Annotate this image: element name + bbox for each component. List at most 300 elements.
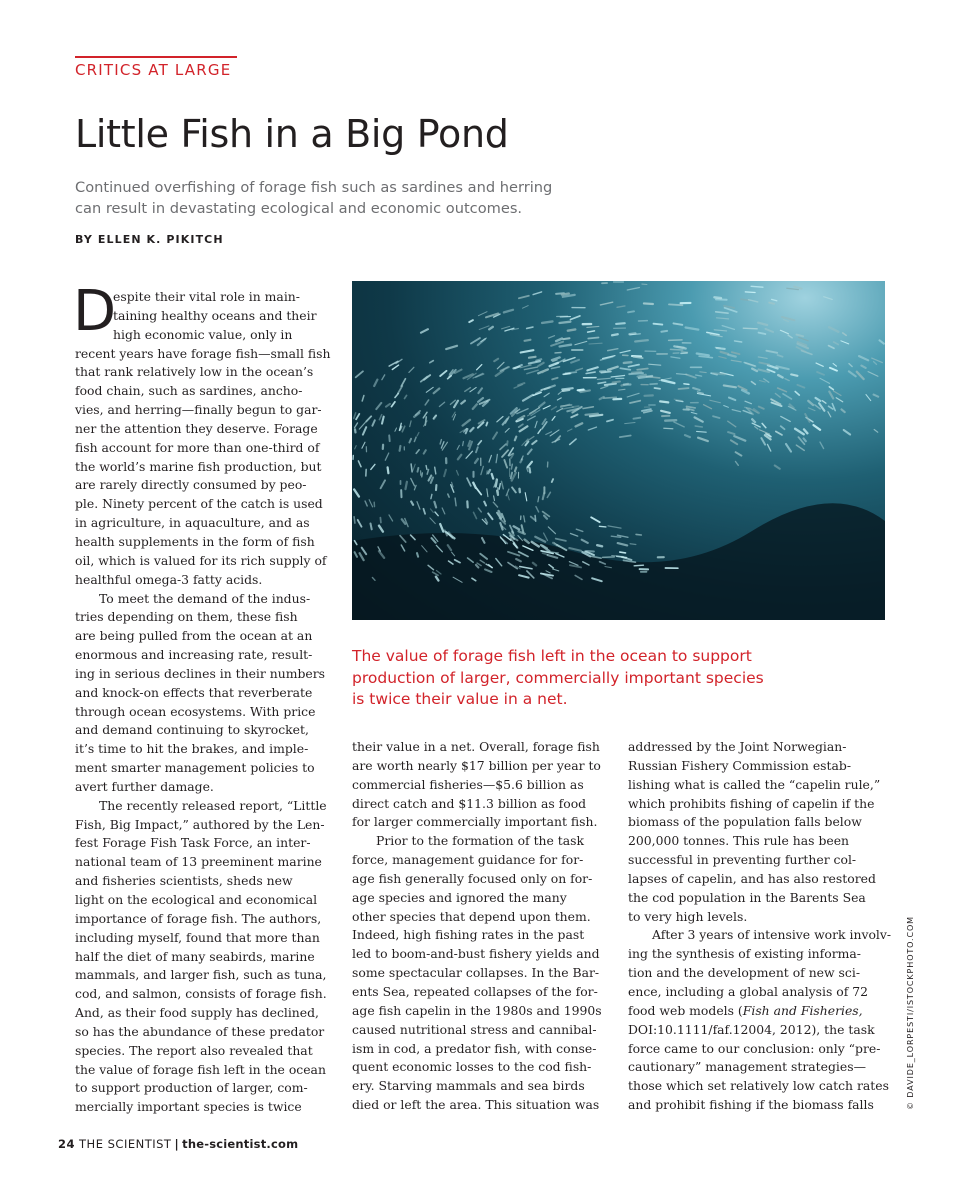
fish-streak [735, 341, 742, 342]
fish-streak [389, 435, 390, 441]
fish-streak [402, 426, 404, 431]
fish-streak [598, 382, 606, 383]
text-line: ence, including a global analysis of 72 [628, 983, 869, 999]
fish-streak [719, 357, 726, 359]
fish-streak [487, 489, 488, 497]
fish-streak [389, 515, 393, 521]
fish-streak [588, 427, 596, 430]
fish-streak [563, 338, 569, 339]
fish-streak [400, 446, 401, 451]
fish-streak [430, 361, 434, 363]
fish-streak [783, 394, 791, 399]
fish-streak [664, 428, 673, 429]
photo-credit: © DAVIDE_LORPESTI/ISTOCKPHOTO.COM [906, 916, 915, 1110]
fish-streak [628, 311, 634, 312]
text-line: Russian Fishery Commission estab- [628, 757, 852, 773]
fish-streak [778, 355, 783, 357]
fish-streak [695, 417, 703, 421]
fish-streak [355, 429, 356, 432]
fish-streak [597, 545, 602, 546]
fish-streak [511, 473, 512, 479]
fish-streak [724, 385, 736, 387]
text-line: and prohibit fishing if the biomass falls [628, 1097, 874, 1113]
fish-streak [446, 346, 457, 349]
fish-streak [444, 470, 446, 477]
text-line: species. The report also revealed that [75, 1042, 313, 1058]
fish-streak [576, 368, 582, 370]
deck-line: can result in devastating ecological and economic outcomes. [75, 200, 523, 217]
fish-streak [431, 478, 433, 483]
fish-streak [379, 415, 381, 420]
fish-streak [717, 348, 725, 349]
fish-streak [528, 462, 533, 468]
fish-streak [538, 430, 541, 434]
fish-streak [752, 369, 757, 372]
fish-streak [732, 410, 740, 412]
fish-streak [529, 361, 540, 363]
fish-streak [820, 378, 830, 383]
fish-streak [371, 524, 372, 530]
fish-streak [507, 441, 508, 445]
fish-streak [477, 488, 482, 494]
text-line: which prohibits fishing of capelin if the [628, 795, 875, 811]
fish-streak [587, 367, 597, 370]
fish-streak [587, 326, 599, 327]
text-line: biomass of the population falls below [628, 814, 862, 830]
fish-streak [427, 470, 428, 475]
fish-streak [461, 401, 465, 404]
fish-streak [728, 421, 736, 427]
fish-streak [571, 415, 577, 418]
fish-streak [414, 413, 419, 417]
fish-streak [539, 403, 544, 407]
byline: BY ELLEN K. PIKITCH [75, 233, 224, 246]
fish-streak [355, 446, 357, 449]
fish-streak [417, 433, 419, 436]
fish-streak [523, 306, 529, 309]
fish-streak [601, 372, 611, 373]
text-line: and fisheries scientists, sheds new [75, 873, 293, 889]
fish-streak [426, 387, 433, 392]
fish-streak [575, 341, 587, 344]
fish-streak [732, 352, 740, 354]
fish-streak [786, 444, 791, 452]
fish-streak [410, 421, 411, 427]
fish-streak [354, 490, 359, 497]
fish-streak [431, 494, 432, 498]
fish-streak [684, 384, 689, 385]
fish-streak [560, 322, 571, 323]
fish-streak [697, 394, 710, 396]
pull-quote-line: The value of forage fish left in the ocean to support [352, 647, 752, 665]
fish-streak [546, 432, 552, 435]
fish-streak [434, 502, 436, 508]
fish-streak [787, 288, 799, 289]
text-line: And, as their food supply has declined, [75, 1005, 319, 1021]
fish-streak [761, 438, 765, 445]
fish-streak [699, 356, 712, 358]
fish-streak [545, 386, 555, 390]
fish-streak [576, 423, 583, 426]
fish-streak [785, 379, 789, 381]
fish-streak [627, 393, 639, 397]
fish-streak [570, 439, 576, 445]
fish-streak [489, 327, 493, 329]
fish-streak [686, 328, 699, 330]
fish-streak [824, 297, 833, 300]
fish-streak [504, 460, 507, 468]
fish-streak [605, 384, 616, 385]
fish-streak [356, 414, 359, 419]
fish-streak [829, 327, 838, 332]
fish-streak [386, 404, 390, 407]
fish-streak [874, 395, 879, 397]
fish-streak [679, 388, 689, 389]
fish-streak [371, 464, 375, 469]
fish-streak [463, 420, 470, 426]
text-line: ents Sea, repeated collapses of the for- [352, 983, 598, 999]
fish-streak [880, 340, 884, 343]
fish-streak [478, 441, 481, 445]
fish-streak [578, 390, 584, 391]
fish-streak [358, 461, 361, 467]
fish-streak [698, 438, 708, 441]
text-line: other species that depend upon them. [352, 908, 591, 924]
fish-streak [473, 483, 476, 488]
fish-streak [493, 433, 497, 439]
fish-streak [636, 534, 641, 535]
text-line: and demand continuing to skyrocket, [75, 722, 309, 738]
fish-streak [571, 360, 579, 363]
fish-streak [411, 464, 412, 472]
text-line: The recently released report, “Little [99, 797, 327, 813]
text-line: high economic value, only in [113, 326, 293, 342]
fish-streak [524, 367, 537, 370]
deck-line: Continued overfishing of forage fish such as sardines and herring [75, 179, 553, 196]
fish-streak [671, 349, 683, 350]
fish-streak [518, 383, 524, 385]
text-line: commercial fisheries—$5.6 billion as [352, 776, 584, 792]
text-line: lishing what is called the “capelin rule,” [628, 776, 881, 792]
fish-streak [515, 468, 516, 472]
fish-streak [597, 378, 610, 379]
fish-streak [775, 394, 780, 398]
fish-streak [392, 365, 398, 369]
text-line: To meet the demand of the indus- [99, 590, 311, 606]
text-line: avert further damage. [75, 778, 214, 794]
fish-streak [603, 557, 615, 558]
fish-streak [530, 468, 531, 472]
fish-streak [804, 439, 806, 442]
fish-streak [421, 329, 428, 333]
fish-streak [830, 368, 837, 371]
text-line: recent years have forage fish—small fish [75, 345, 331, 361]
fish-streak [844, 430, 850, 435]
fish-streak [755, 427, 758, 430]
fish-streak [695, 426, 702, 427]
fish-streak [704, 405, 712, 409]
fish-streak [536, 507, 539, 512]
fish-streak [716, 312, 728, 313]
fish-streak [568, 429, 573, 431]
text-line: the cod population in the Barents Sea [628, 889, 866, 905]
text-line: cautionary” management strategies— [628, 1059, 866, 1075]
fish-streak [686, 374, 696, 377]
fish-streak [547, 492, 550, 497]
fish-streak [759, 407, 764, 409]
fish-streak [736, 452, 742, 455]
fish-streak [714, 297, 721, 298]
fish-streak [724, 406, 729, 408]
fish-streak [749, 300, 758, 302]
fish-streak [816, 363, 823, 366]
pull-quote-line: production of larger, commercially important species [352, 668, 764, 687]
fish-streak [374, 380, 377, 386]
text-line: some spectacular collapses. In the Bar- [352, 965, 600, 981]
fish-streak [478, 388, 482, 393]
website-url[interactable]: the-scientist.com [182, 1137, 299, 1151]
fish-streak [841, 341, 849, 344]
text-line: to very high levels. [628, 908, 748, 924]
fish-streak [527, 468, 528, 471]
fish-streak [571, 316, 580, 320]
text-line: the value of forage fish left in the ocean [75, 1061, 326, 1077]
fish-streak [816, 398, 821, 401]
fish-streak [791, 374, 797, 375]
fish-streak [717, 318, 729, 319]
text-line: Prior to the formation of the task [376, 833, 585, 849]
fish-streak [366, 416, 371, 421]
fish-streak [504, 310, 513, 313]
fish-streak [804, 429, 807, 433]
fish-streak [475, 459, 478, 463]
text-line: and knock-on effects that reverberate [75, 684, 313, 700]
text-line: through ocean ecosystems. With price [75, 703, 316, 719]
fish-streak [502, 481, 504, 488]
text-line: age fish generally focused only on for- [352, 870, 593, 886]
fish-streak [355, 423, 358, 428]
fish-streak [571, 534, 578, 537]
fish-streak [588, 338, 598, 339]
text-line: force came to our conclusion: only “pre- [628, 1040, 881, 1056]
text-line: mercially important species is twice [75, 1099, 302, 1115]
fish-streak [722, 326, 734, 330]
fish-streak [607, 420, 613, 422]
fish-streak [514, 526, 520, 529]
text-line: vies, and herring—finally begun to gar- [75, 402, 322, 418]
fish-streak [388, 467, 389, 473]
text-line: including myself, found that more than [75, 929, 320, 945]
fish-streak [587, 551, 594, 552]
fish-streak [808, 401, 813, 405]
fish-streak [401, 379, 405, 386]
fish-streak [819, 403, 824, 411]
text-line: ery. Starving mammals and sea birds [352, 1078, 585, 1094]
fish-streak [478, 312, 487, 316]
fish-streak [356, 371, 363, 377]
fish-streak [600, 397, 604, 399]
fish-streak [544, 533, 548, 540]
fish-streak [625, 423, 635, 424]
fish-streak [612, 334, 618, 335]
fish-streak [620, 436, 631, 438]
fish-streak [529, 357, 536, 358]
fish-streak [589, 343, 602, 344]
fish-streak [473, 404, 477, 409]
text-line: light on the ecological and economical [75, 892, 318, 907]
fish-streak [379, 526, 383, 532]
fish-streak [820, 442, 824, 448]
fish-streak [524, 516, 525, 522]
fish-streak [842, 409, 845, 412]
fish-streak [479, 326, 489, 330]
fish-streak [465, 388, 471, 392]
fish-streak [769, 303, 774, 304]
fish-streak [861, 366, 865, 368]
fish-streak [561, 405, 572, 406]
fish-streak [535, 421, 537, 427]
fish-streak [430, 509, 433, 513]
fish-streak [814, 425, 821, 430]
fish-streak [500, 523, 502, 530]
fish-streak [359, 423, 365, 430]
fish-streak [833, 364, 836, 367]
fish-streak [550, 430, 559, 436]
fish-streak [511, 464, 512, 469]
fish-streak [660, 401, 668, 402]
fish-streak [424, 450, 426, 453]
fish-streak [866, 395, 871, 401]
fish-streak [434, 389, 440, 394]
text-line: ment smarter management policies to [75, 760, 315, 776]
text-line: direct catch and $11.3 billion as food [352, 795, 587, 811]
fish-streak [661, 411, 670, 413]
fish-streak [583, 407, 593, 409]
fish-streak [797, 385, 804, 388]
fish-streak [822, 401, 826, 404]
fish-streak [471, 338, 480, 343]
fish-streak [552, 479, 553, 482]
fish-streak [548, 527, 555, 534]
fish-streak [591, 517, 600, 522]
page-number: 24 [58, 1137, 76, 1151]
fish-streak [713, 416, 719, 418]
fish-streak [758, 323, 767, 325]
section-label: CRITICS AT LARGE [75, 61, 232, 79]
fish-streak [512, 487, 516, 492]
fish-streak [829, 406, 833, 409]
fish-streak [697, 354, 709, 356]
fish-streak [772, 299, 777, 300]
fish-streak [611, 536, 620, 537]
fish-streak [463, 442, 464, 446]
fish-streak [372, 420, 374, 425]
fish-streak [736, 462, 739, 466]
fish-streak [467, 478, 471, 486]
fish-streak [552, 407, 557, 410]
text-line [628, 1002, 883, 1021]
fish-streak [654, 324, 663, 325]
fish-streak [857, 372, 864, 379]
text-line: quent economic losses to the cod fish- [352, 1059, 592, 1075]
fish-streak [780, 330, 788, 334]
fish-streak [796, 445, 804, 450]
text-line: DOI:10.1111/faf.12004, 2012), the task [628, 1021, 875, 1037]
fish-streak [725, 308, 737, 312]
text-line: in agriculture, in aquaculture, and as [75, 515, 310, 531]
fish-streak [794, 287, 802, 289]
fish-streak [457, 445, 459, 449]
fish-streak [691, 412, 697, 414]
fish-streak [608, 367, 618, 370]
text-line: health supplements in the form of fish [75, 533, 315, 549]
fish-streak [416, 450, 419, 454]
fish-streak [662, 380, 675, 383]
article-column-1 [73, 279, 331, 1117]
fish-streak [778, 375, 782, 377]
footer-separator: | [174, 1137, 180, 1151]
fish-streak [478, 508, 481, 512]
fish-streak [745, 401, 751, 404]
text-line: age species and ignored the many [352, 889, 567, 905]
fish-streak [874, 430, 878, 433]
text-line: for larger commercially important fish. [352, 814, 598, 830]
fish-streak [681, 351, 688, 352]
text-line: ing in serious declines in their numbers [75, 665, 326, 681]
fish-streak [354, 517, 355, 523]
fish-streak [441, 442, 444, 448]
fish-streak [751, 286, 763, 287]
fish-streak [834, 391, 842, 396]
fish-streak [874, 362, 877, 365]
journal-title: Fish and Fisheries, [742, 1002, 863, 1018]
page-footer [58, 1137, 298, 1151]
fish-streak [759, 333, 766, 334]
fish-streak [487, 471, 488, 474]
text-line: successful in preventing further col- [628, 852, 857, 868]
fish-streak [466, 451, 473, 458]
fish-streak [752, 382, 756, 385]
fish-streak [788, 335, 792, 338]
fish-streak [513, 367, 519, 369]
fish-streak [734, 436, 745, 441]
fish-streak [413, 464, 415, 471]
fish-streak [382, 417, 384, 424]
text-line: mammals, and larger fish, such as tuna, [75, 967, 327, 983]
fish-streak [669, 340, 682, 341]
fish-streak [519, 424, 523, 427]
fish-streak [634, 418, 641, 419]
fish-streak [469, 320, 473, 322]
fish-streak [859, 356, 868, 360]
fish-streak [498, 488, 499, 493]
fish-school-illustration [352, 281, 885, 620]
fish-streak [582, 540, 588, 543]
text-line: their value in a net. Overall, forage fish [352, 739, 600, 754]
text-line: to support production of larger, com- [75, 1080, 308, 1096]
fish-streak [395, 394, 398, 398]
fish-streak [552, 417, 555, 421]
fish-streak [496, 454, 497, 462]
fish-streak [759, 363, 769, 365]
fish-streak [502, 450, 508, 457]
fish-streak [669, 304, 682, 305]
fish-streak [502, 326, 510, 328]
fish-streak [752, 423, 760, 427]
fish-streak [674, 323, 683, 324]
fish-streak [685, 435, 690, 437]
fish-streak [425, 400, 428, 405]
